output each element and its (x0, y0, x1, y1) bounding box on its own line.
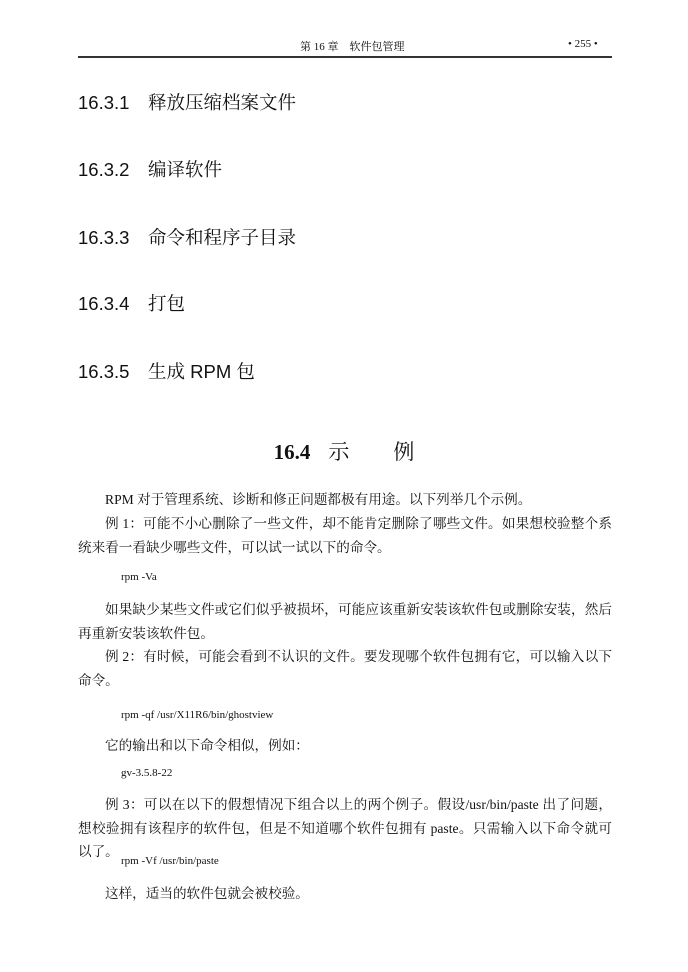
subsection-title: 生成 RPM 包 (148, 361, 255, 382)
subsection-number: 16.3.1 (78, 92, 130, 113)
subsection-heading (78, 224, 296, 250)
paragraph: 例 3：可以在以下的假想情况下组合以上的两个例子。假设/usr/bin/paste 出了问题，想校验拥有该程序的软件包，但是不知道哪个软件包拥有 paste。只需输入以下命令就可以了。 (78, 797, 612, 859)
subsection-title: 释放压缩档案文件 (148, 92, 297, 113)
paragraph: 它的输出和以下命令相似，例如： (105, 738, 309, 753)
section-title-part: 示 (328, 440, 350, 464)
section-title-part: 例 (393, 440, 415, 464)
section-heading (0, 436, 688, 466)
code-line: rpm -Va (121, 571, 157, 583)
subsection-number: 16.3.5 (78, 361, 130, 382)
subsection-heading (78, 156, 222, 182)
running-header-chapter: 第 16 章 软件包管理 (300, 41, 405, 53)
paragraph: 例 1：可能不小心删除了一些文件，却不能肯定删除了哪些文件。如果想校验整个系统来看一看缺少哪些文件，可以试一试以下的命令。 (78, 516, 612, 555)
header-rule (78, 56, 612, 58)
paragraph: 这样，适当的软件包就会被校验。 (105, 886, 309, 901)
subsection-number: 16.3.2 (78, 159, 130, 180)
subsection-number: 16.3.4 (78, 293, 130, 314)
subsection-number: 16.3.3 (78, 227, 130, 248)
paragraph: RPM 对于管理系统、诊断和修正问题都极有用途。以下列举几个示例。 (105, 492, 532, 507)
page-number: • 255 • (568, 38, 598, 50)
code-line: rpm -Vf /usr/bin/paste (121, 855, 219, 867)
subsection-heading (78, 89, 296, 115)
code-line: gv-3.5.8-22 (121, 767, 173, 779)
subsection-title: 编译软件 (148, 159, 223, 180)
subsection-heading (78, 358, 255, 384)
paragraph: 例 2：有时候，可能会看到不认识的文件。要发现哪个软件包拥有它，可以输入以下命令。 (78, 649, 612, 688)
subsection-heading (78, 290, 185, 316)
paragraph: 如果缺少某些文件或它们似乎被损坏，可能应该重新安装该软件包或删除安装，然后再重新安装该软件包。 (78, 602, 612, 641)
code-line: rpm -qf /usr/X11R6/bin/ghostview (121, 709, 274, 721)
subsection-title: 打包 (148, 293, 186, 314)
subsection-title: 命令和程序子目录 (148, 227, 297, 248)
section-number: 16.4 (273, 440, 311, 464)
